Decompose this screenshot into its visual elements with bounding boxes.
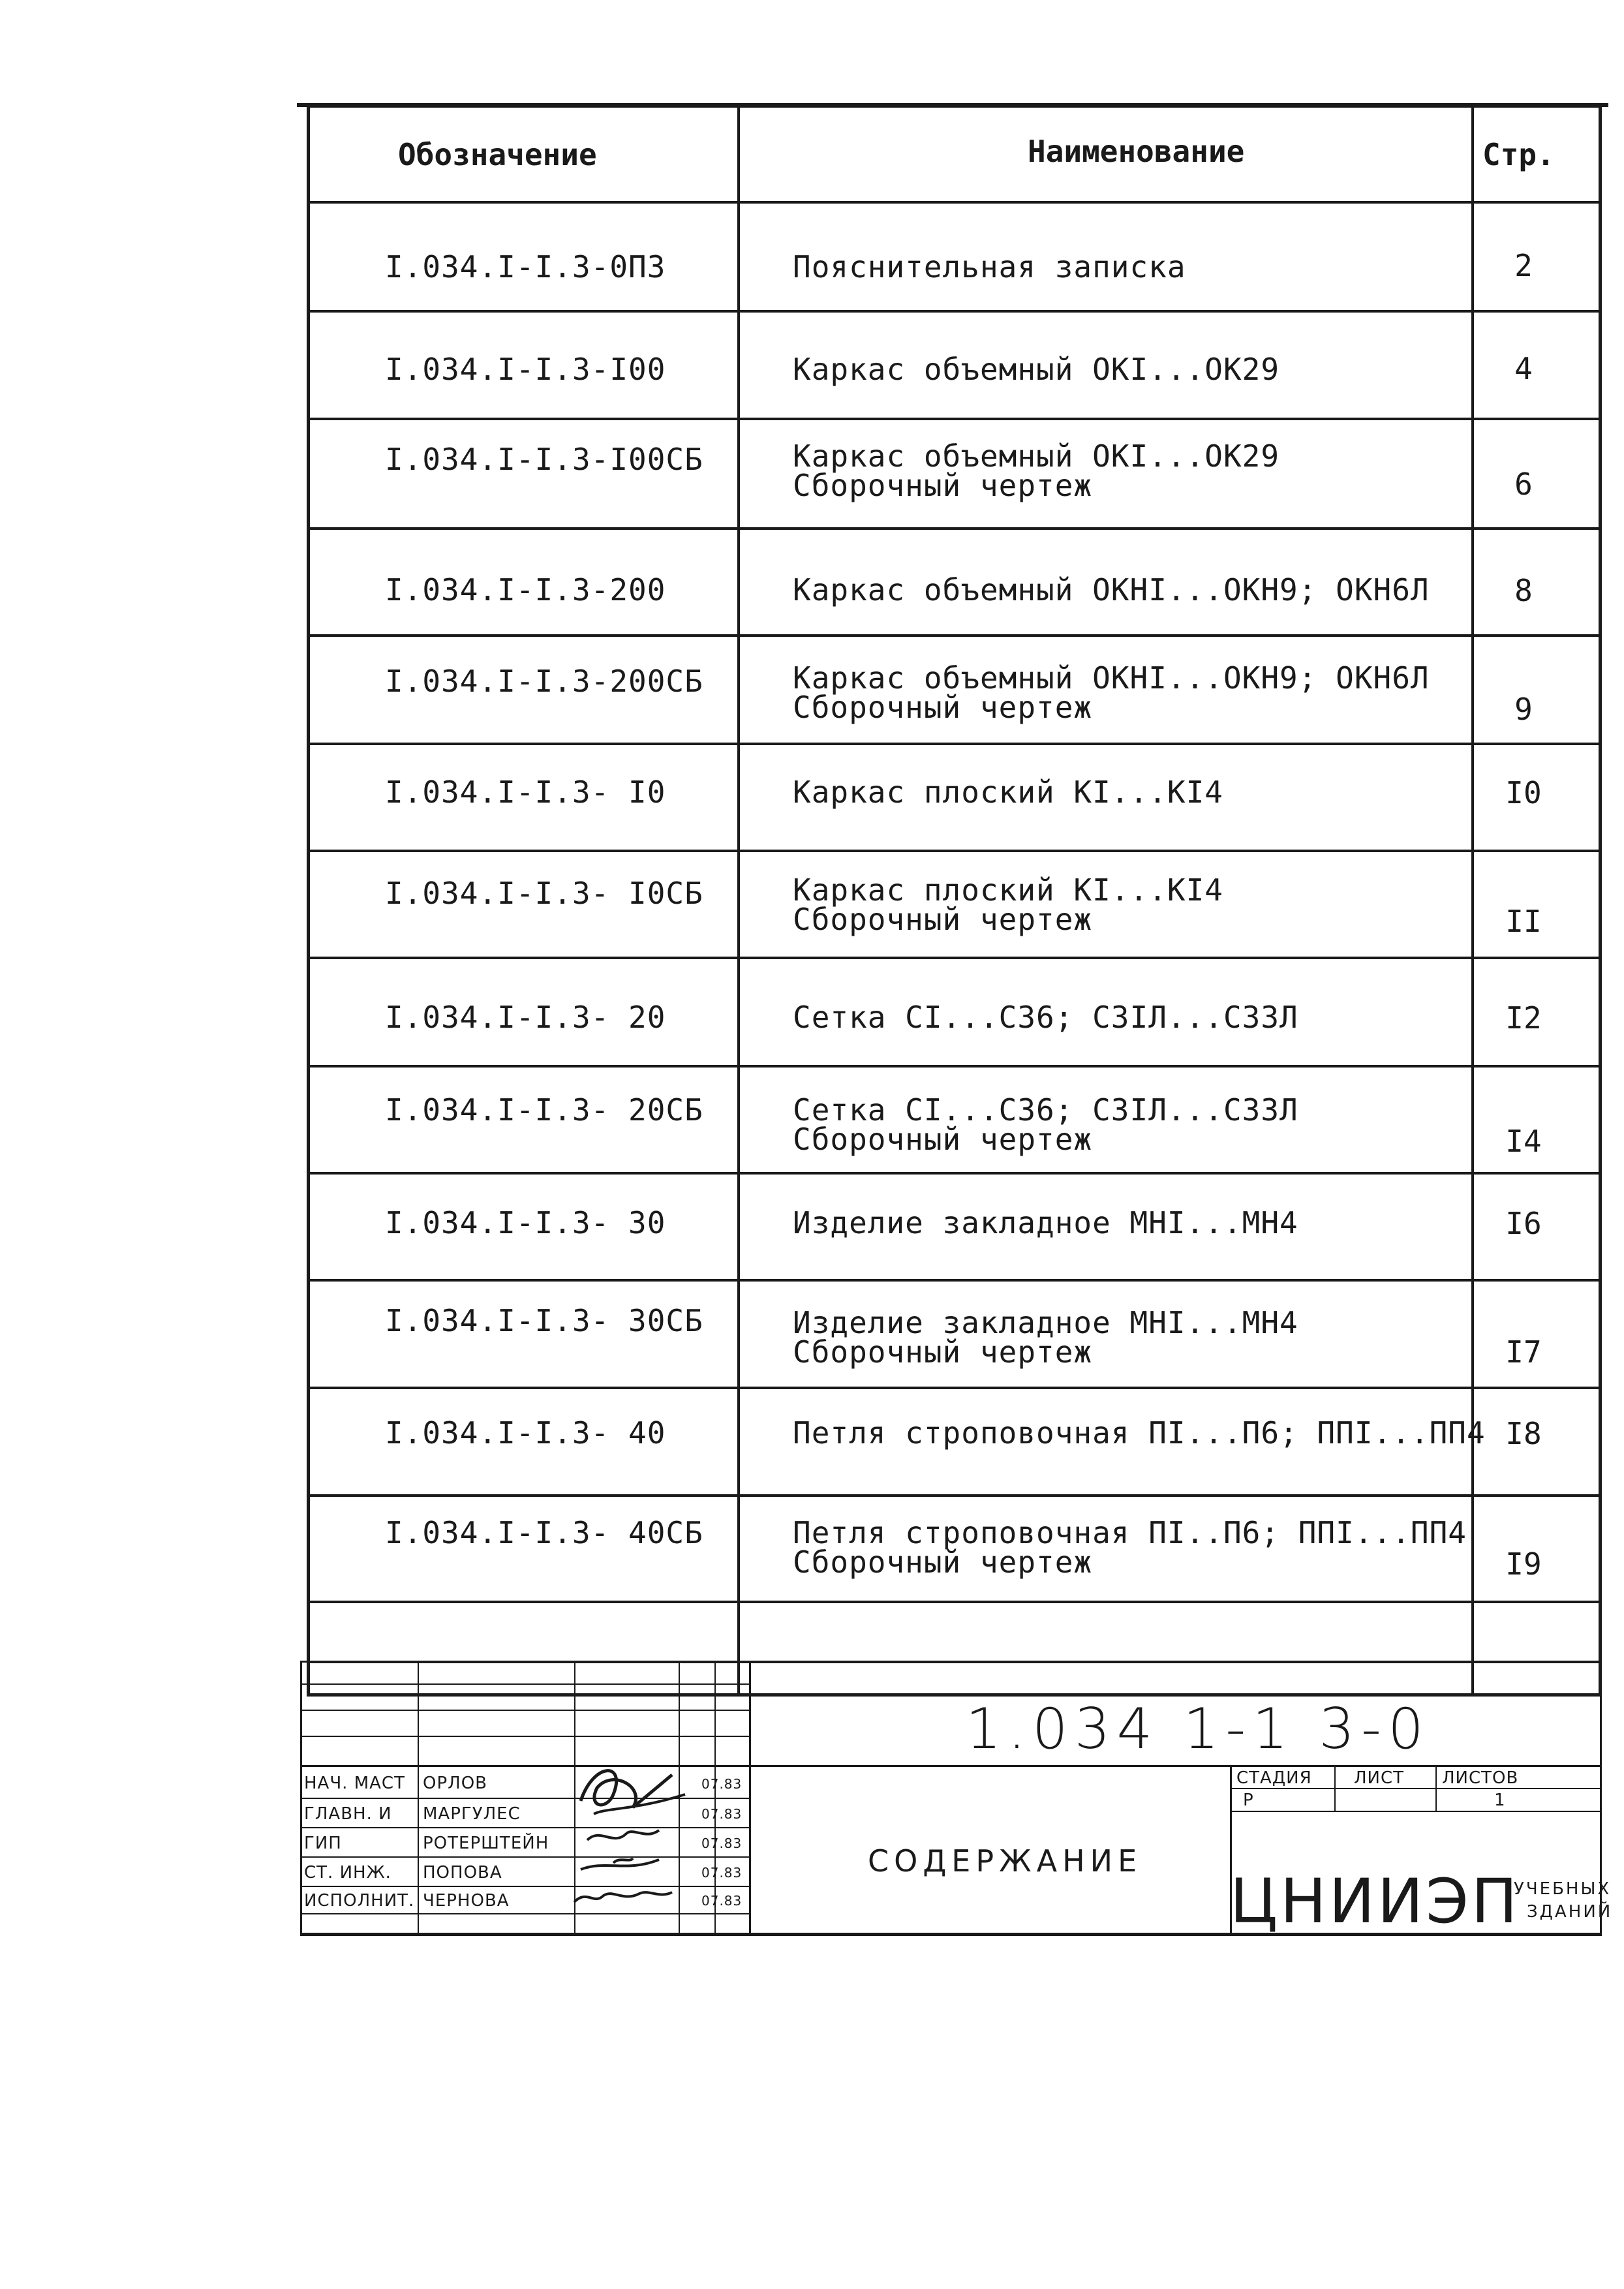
row-page: I7	[1505, 1334, 1542, 1370]
row-name: Каркас объемный ОКНI...ОКН9; ОКН6Л	[793, 660, 1430, 696]
row-divider	[307, 957, 1602, 959]
sig-name: МАРГУЛЕС	[423, 1804, 521, 1824]
sig-date: 07.83	[701, 1806, 743, 1822]
header-name: Наименование	[1028, 134, 1245, 169]
row-page: I8	[1505, 1416, 1542, 1451]
row-divider	[307, 201, 1602, 204]
row-page: 4	[1514, 351, 1533, 386]
row-name: Пояснительная записка	[793, 249, 1186, 284]
row-designation: I.034.I-I.3- I0	[385, 775, 666, 810]
row-page: I6	[1505, 1206, 1542, 1241]
sig-date: 07.83	[701, 1836, 743, 1851]
row-page: I2	[1505, 1000, 1542, 1036]
sig-date: 07.83	[701, 1893, 743, 1909]
row-divider	[307, 1601, 1602, 1603]
organization-sub-2: ЗДАНИЙ	[1527, 1902, 1613, 1922]
sig-role: ГИП	[304, 1834, 342, 1853]
document-code: 1.034 1-1 3-0	[966, 1697, 1430, 1762]
row-name-subtitle: Сборочный чертеж	[793, 468, 1093, 503]
row-divider	[307, 1279, 1602, 1282]
sheet-label: ЛИСТ	[1354, 1768, 1405, 1788]
row-name-subtitle: Сборочный чертеж	[793, 902, 1093, 937]
row-name: Каркас объемный ОКI...ОК29	[793, 352, 1280, 387]
row-name: Петля строповочная ПI..П6; ППI...ПП4	[793, 1515, 1467, 1550]
row-page: I4	[1505, 1124, 1542, 1159]
row-designation: I.034.I-I.3-200	[385, 572, 666, 607]
row-name: Изделие закладное МНI...МН4	[793, 1305, 1298, 1340]
sig-date: 07.83	[701, 1865, 743, 1881]
sig-role: ИСПОЛНИТ.	[304, 1891, 415, 1911]
row-page: I9	[1505, 1546, 1542, 1582]
header-designation: Обозначение	[398, 137, 597, 172]
sig-role: ГЛАВН. И	[304, 1804, 392, 1824]
row-name: Каркас объемный ОКНI...ОКН9; ОКН6Л	[793, 572, 1430, 607]
organization-sub-1: УЧЕБНЫХ	[1514, 1879, 1612, 1899]
row-divider	[307, 1387, 1602, 1389]
sig-name: ОРЛОВ	[423, 1774, 487, 1793]
row-name-subtitle: Сборочный чертеж	[793, 1122, 1093, 1157]
document-title: СОДЕРЖАНИЕ	[868, 1843, 1142, 1879]
row-divider	[307, 418, 1602, 420]
sig-grid-line	[300, 1736, 750, 1737]
sig-name: ПОПОВА	[423, 1863, 502, 1882]
header-page: Стр.	[1482, 137, 1555, 172]
row-designation: I.034.I-I.3-200СБ	[385, 664, 703, 699]
row-name: Каркас плоский КI...КI4	[793, 775, 1223, 810]
stage-label: СТАДИЯ	[1236, 1768, 1312, 1788]
sheets-value: 1	[1494, 1790, 1506, 1810]
row-page: II	[1505, 904, 1542, 939]
organization-name: ЦНИИЭП	[1230, 1866, 1520, 1937]
row-divider	[307, 1065, 1602, 1068]
row-name: Изделие закладное МНI...МН4	[793, 1205, 1298, 1240]
sig-role: СТ. ИНЖ.	[304, 1863, 391, 1882]
row-name: Каркас объемный ОКI...ОК29	[793, 438, 1280, 474]
row-divider	[307, 310, 1602, 313]
sig-grid-line	[300, 1710, 750, 1711]
row-designation: I.034.I-I.3- I0СБ	[385, 876, 703, 911]
sig-name: РОТЕРШТЕЙН	[423, 1834, 549, 1853]
row-designation: I.034.I-I.3- 20	[385, 1000, 666, 1035]
row-divider	[307, 743, 1602, 745]
sheets-label: ЛИСТОВ	[1442, 1768, 1519, 1788]
row-divider	[307, 1494, 1602, 1497]
column-divider-1	[737, 104, 740, 1697]
column-divider-2	[1471, 104, 1474, 1697]
title-block-divider	[300, 1765, 1602, 1767]
stage-grid-line	[1230, 1788, 1602, 1789]
row-divider	[307, 527, 1602, 530]
row-designation: I.034.I-I.3-I00	[385, 352, 666, 387]
row-designation: I.034.I-I.3-I00СБ	[385, 442, 703, 477]
row-designation: I.034.I-I.3- 30	[385, 1205, 666, 1240]
row-name: Сетка СI...С36; С3IЛ...С33Л	[793, 1092, 1298, 1128]
stage-value: Р	[1243, 1790, 1254, 1810]
row-divider	[307, 634, 1602, 637]
row-name: Каркас плоский КI...КI4	[793, 872, 1223, 908]
row-designation: I.034.I-I.3- 40СБ	[385, 1515, 703, 1550]
row-name-subtitle: Сборочный чертеж	[793, 1334, 1093, 1370]
handwritten-signatures	[568, 1749, 705, 1931]
row-name-subtitle: Сборочный чертеж	[793, 1544, 1093, 1580]
sig-date: 07.83	[701, 1776, 743, 1792]
title-block-top-border	[300, 1661, 1602, 1663]
row-designation: I.034.I-I.3- 40	[385, 1415, 666, 1451]
sig-grid-line	[300, 1683, 750, 1685]
stage-grid-line	[1230, 1811, 1602, 1812]
row-page: 6	[1514, 467, 1533, 502]
row-name: Петля строповочная ПI...П6; ППI...ПП4	[793, 1415, 1486, 1451]
row-divider	[307, 1172, 1602, 1175]
row-designation: I.034.I-I.3-0ПЗ	[385, 249, 666, 284]
row-page: 8	[1514, 573, 1533, 608]
sig-name: ЧЕРНОВА	[423, 1891, 510, 1911]
row-name-subtitle: Сборочный чертеж	[793, 690, 1093, 725]
row-page: I0	[1505, 775, 1542, 810]
row-page: 2	[1514, 248, 1533, 283]
row-designation: I.034.I-I.3- 30СБ	[385, 1303, 703, 1338]
row-page: 9	[1514, 692, 1533, 727]
row-divider	[307, 850, 1602, 852]
row-name: Сетка СI...С36; С3IЛ...С33Л	[793, 1000, 1298, 1035]
row-designation: I.034.I-I.3- 20СБ	[385, 1092, 703, 1128]
sig-role: НАЧ. МАСТ	[304, 1774, 405, 1793]
